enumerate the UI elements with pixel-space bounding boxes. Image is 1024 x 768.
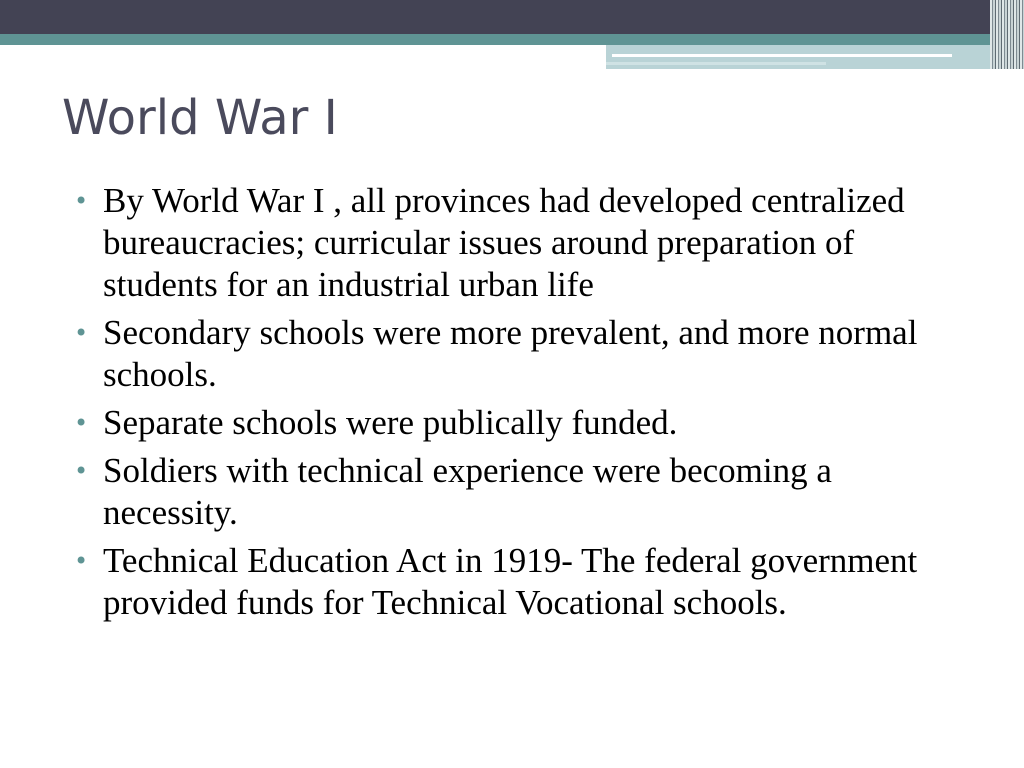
header-stripes	[990, 0, 1024, 69]
bullet-item	[74, 450, 974, 534]
bullet-list	[74, 180, 974, 630]
bullet-item	[74, 540, 974, 624]
bullet-icon: •	[74, 319, 89, 347]
bullet-icon: •	[74, 547, 89, 575]
header-lower-line	[606, 62, 826, 65]
bullet-item	[74, 312, 974, 396]
bullet-icon: •	[74, 409, 89, 437]
bullet-text: Soldiers with technical experience were becoming a necessity.	[103, 451, 832, 532]
slide-title: World War I	[62, 90, 338, 146]
header-teal-band	[0, 34, 1024, 45]
bullet-text: By World War I , all provinces had developed centralized bureaucracies; curricular issues around preparation of students for an industrial urban life	[103, 181, 905, 304]
bullet-text: Secondary schools were more prevalent, and more normal schools.	[103, 313, 918, 394]
header-light-block	[606, 45, 1024, 69]
bullet-icon: •	[74, 457, 89, 485]
header-inner-line	[612, 54, 952, 57]
bullet-text: Separate schools were publically funded.	[103, 403, 678, 442]
header-white-line	[0, 45, 606, 48]
bullet-icon: •	[74, 187, 89, 215]
bullet-item	[74, 180, 974, 306]
header-dark-band	[0, 0, 1024, 34]
bullet-text: Technical Education Act in 1919- The federal government provided funds for Technical Vocational schools.	[103, 541, 918, 622]
bullet-item	[74, 402, 974, 444]
